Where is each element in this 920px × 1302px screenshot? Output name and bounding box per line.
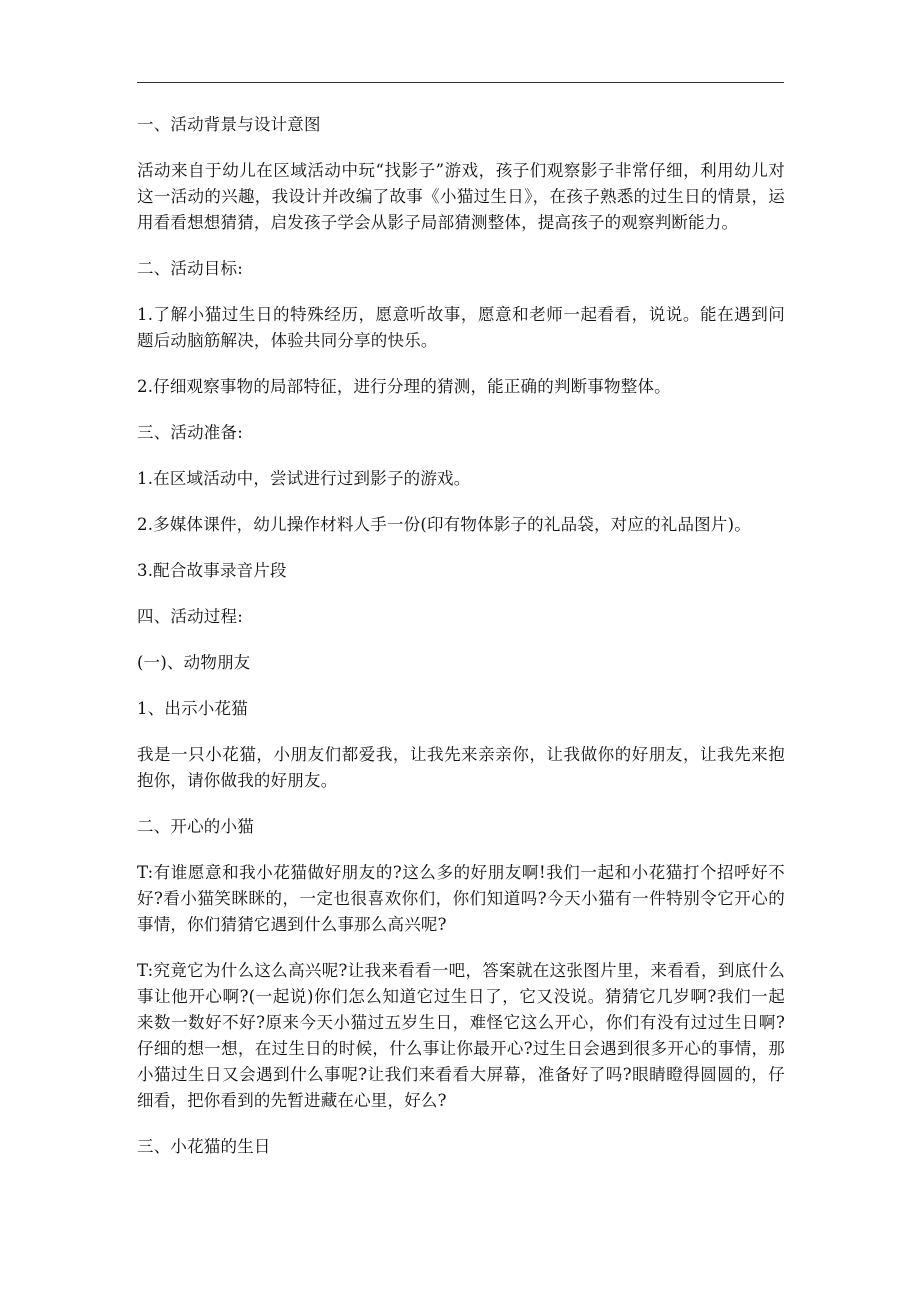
paragraph-background: 活动来自于幼儿在区域活动中玩“找影子”游戏，孩子们观察影子非常仔细，利用幼儿对这一活动的兴趣，我设计并改编了故事《小猫过生日》，在孩子熟悉的过生日的情景，运用看看想想猜猜，启发孩子学会从影子局部猜测整体，提高孩子的观察判断能力。: [137, 161, 785, 232]
document-body: [137, 112, 785, 1180]
subheading-show-cat: 1、出示小花猫: [137, 699, 248, 718]
paragraph-teacher-1: T:有谁愿意和我小花猫做好朋友的?这么多的好朋友啊!我们一起和小花猫打个招呼好不好?看小猫笑眯眯的，一定也很喜欢你们，你们知道吗?今天小猫有一件特别令它开心的事情，你们猜猜它遇到什么事那么高兴呢?: [137, 863, 785, 934]
paragraph-prep-2: 2.多媒体课件，幼儿操作材料人手一份(印有物体影子的礼品袋，对应的礼品图片)。: [137, 515, 751, 534]
paragraph-goal-1: 1.了解小猫过生日的特殊经历，愿意听故事，愿意和老师一起看看，说说。能在遇到问题后动脑筋解决，体验共同分享的快乐。: [137, 305, 785, 350]
paragraph-prep-1: 1.在区域活动中，尝试进行过到影子的游戏。: [137, 469, 471, 488]
heading-goals: 二、活动目标:: [137, 259, 243, 278]
header-rule: [137, 82, 784, 83]
paragraph-prep-3: 3.配合故事录音片段: [137, 561, 287, 580]
heading-process: 四、活动过程:: [137, 607, 243, 626]
heading-preparation: 三、活动准备:: [137, 423, 243, 442]
heading-cat-birthday: 三、小花猫的生日: [137, 1137, 271, 1156]
paragraph-goal-2: 2.仔细观察事物的局部特征，进行分理的猜测，能正确的判断事物整体。: [137, 377, 671, 396]
subheading-animal-friends: (一)、动物朋友: [137, 653, 251, 672]
heading-happy-cat: 二、开心的小猫: [137, 817, 254, 836]
paragraph-teacher-2: T:究竟它为什么这么高兴呢?让我来看看一吧，答案就在这张图片里，来看看，到底什么事让他开心啊?(一起说)你们怎么知道它过生日了，它又没说。猜猜它几岁啊?我们一起来数一数好不好?原来今天小猫过五岁生日，难怪它这么开心，你们有没有过过生日啊?仔细的想一想，在过生日的时候，什么事让你最开心?过生日会遇到很多开心的事情，那小猫过生日又会遇到什么事呢?让我们来看看大屏幕，准备好了吗?眼睛瞪得圆圆的，仔细看，把你看到的先暂进藏在心里，好么?: [137, 961, 785, 1110]
heading-background: 一、活动背景与设计意图: [137, 115, 321, 134]
paragraph-cat-intro: 我是一只小花猫，小朋友们都爱我，让我先来亲亲你，让我做你的好朋友，让我先来抱抱你，请你做我的好朋友。: [137, 745, 785, 790]
